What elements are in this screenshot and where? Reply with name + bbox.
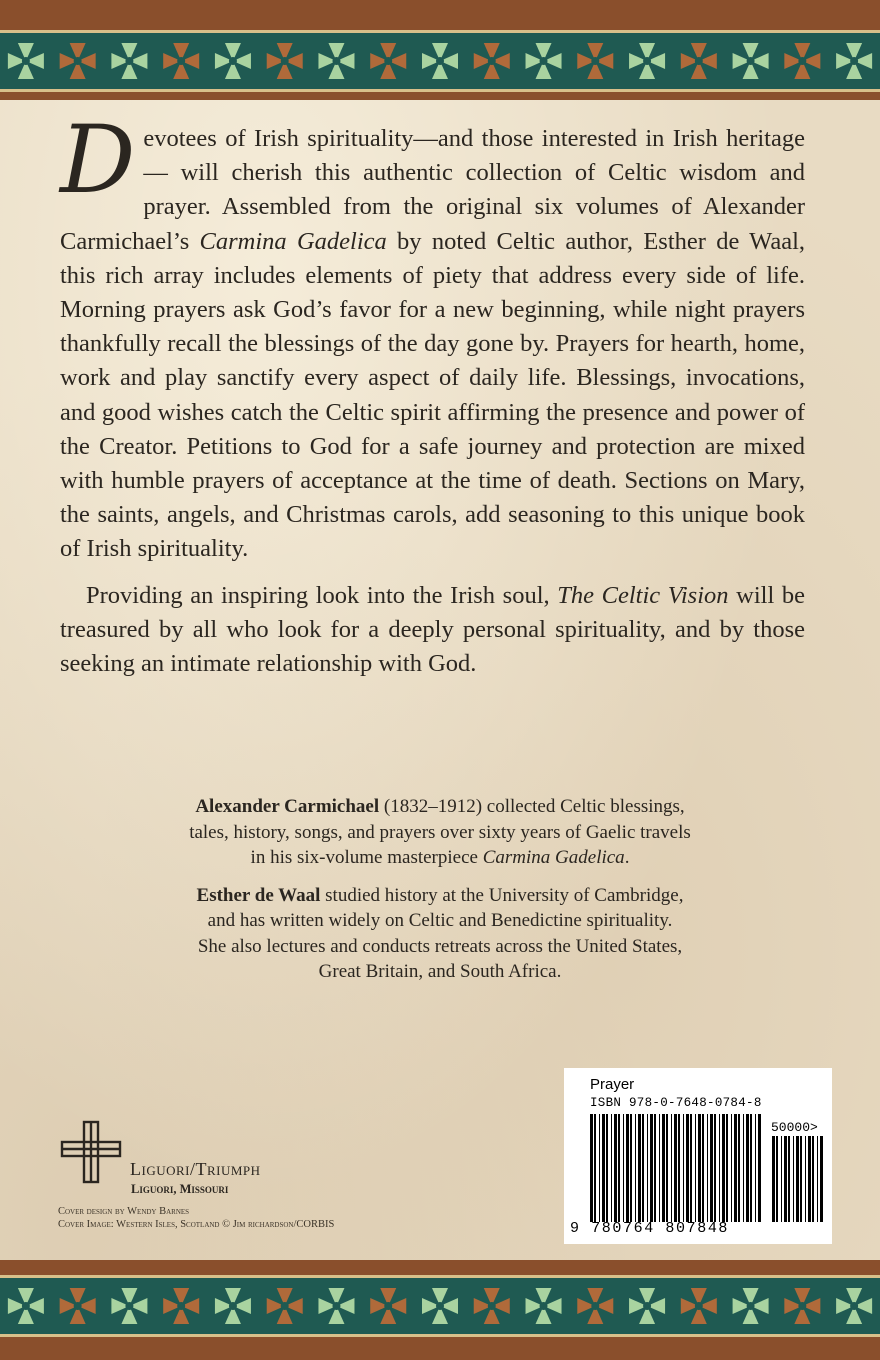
- description-paragraph-1: Devotees of Irish spirituality—and those interested in Irish heritage— will cherish this authentic collection of Celtic wisdom and prayer. Assembled from the original six volumes of Alexander Carmichael’s Carmina Gadelica by noted Celtic author, Esther de Waal, this rich array includes elements of piety that address every side of life. Morning prayers ask God’s favor for a new beginning, while night prayers thankfully recall the blessings of the day gone by. Prayers for hearth, home, work and play sanctify every aspect of daily life. Blessings, invocations, and good wishes catch the Celtic spirit affirming the presence and power of the Creator. Petitions to God for a safe journey and protection are mixed with humble prayers of acceptance at the time of death. Sections on Mary, the saints, angels, and Christmas carols, add seasoning to this unique book of Irish spirituality.: [60, 106, 805, 563]
- celtic-cross-icon: [733, 1288, 769, 1324]
- celtic-cross-icon: [267, 1288, 303, 1324]
- celtic-cross-icon: [318, 1288, 354, 1324]
- celtic-cross-icon: [526, 1288, 562, 1324]
- bottom-celtic-strip: [0, 1275, 880, 1337]
- description-paragraph-2: Providing an inspiring look into the Irish soul, The Celtic Vision will be treasured by all who look for a deeply personal spirituality, and by those seeking an intimate relationship with God.: [60, 581, 805, 678]
- dewaal-name: Esther de Waal: [196, 884, 321, 906]
- celtic-cross-icon: [163, 43, 199, 79]
- top-cross-row: [0, 33, 880, 89]
- celtic-cross-icon: [474, 1288, 510, 1324]
- bottom-border: [0, 1260, 880, 1360]
- celtic-cross-icon: [60, 43, 96, 79]
- celtic-cross-icon: [267, 43, 303, 79]
- celtic-cross-icon: [422, 43, 458, 79]
- barcode-isbn: ISBN 978-0-7648-0784-8: [590, 1096, 762, 1110]
- celtic-cross-icon: [370, 1288, 406, 1324]
- celtic-cross-icon: [629, 43, 665, 79]
- celtic-cross-icon: [8, 1288, 44, 1324]
- celtic-cross-icon: [8, 43, 44, 79]
- carmichael-bio: Alexander Carmichael (1832–1912) collected Celtic blessings, tales, history, songs, and prayers over sixty years of Gaelic travels in his six-volume masterpiece Carmina Gadelica.: [189, 796, 691, 868]
- celtic-vision-title: The Celtic Vision: [557, 581, 729, 609]
- celtic-cross-icon: [215, 1288, 251, 1324]
- celtic-cross-icon: [681, 43, 717, 79]
- isbn-barcode: [564, 1068, 832, 1244]
- cover-image-credit: Cover Image: Western Isles, Scotland © Jim richardson/CORBIS: [58, 1219, 335, 1230]
- barcode-bars: [590, 1114, 764, 1222]
- publisher-city: Liguori, Missouri: [131, 1182, 229, 1196]
- publisher-name: Liguori/Triumph: [130, 1159, 261, 1179]
- celtic-cross-icon: [577, 43, 613, 79]
- dewaal-bio: Esther de Waal studied history at the University of Cambridge, and has written widely on Celtic and Benedictine spirituality. She also lectures and conducts retreats across the United States, Great Britain, and South Africa.: [196, 884, 684, 982]
- celtic-cross-icon: [526, 43, 562, 79]
- barcode-category: Prayer: [590, 1076, 635, 1093]
- celtic-cross-icon: [215, 43, 251, 79]
- barcode-price-code: 50000>: [771, 1120, 818, 1135]
- book-description: [60, 106, 805, 693]
- celtic-cross-icon: [836, 43, 872, 79]
- cover-design-credit: Cover design by Wendy Barnes: [58, 1206, 190, 1217]
- author-bios: [110, 794, 770, 997]
- celtic-cross-icon: [111, 43, 147, 79]
- celtic-cross-icon: [318, 43, 354, 79]
- celtic-cross-icon: [629, 1288, 665, 1324]
- bottom-cross-row: [0, 1278, 880, 1334]
- celtic-cross-icon: [577, 1288, 613, 1324]
- top-celtic-strip: [0, 30, 880, 92]
- carmichael-name: Alexander Carmichael: [195, 796, 380, 817]
- celtic-cross-icon: [474, 43, 510, 79]
- celtic-cross-icon: [784, 43, 820, 79]
- celtic-cross-icon: [60, 1288, 96, 1324]
- barcode-digits: 9 780764 807848: [570, 1220, 730, 1237]
- celtic-cross-icon: [163, 1288, 199, 1324]
- carmina-gadelica-title: Carmina Gadelica: [199, 227, 387, 255]
- celtic-cross-icon: [784, 1288, 820, 1324]
- top-border: [0, 0, 880, 100]
- celtic-cross-icon: [370, 43, 406, 79]
- celtic-cross-icon: [733, 43, 769, 79]
- celtic-cross-icon: [836, 1288, 872, 1324]
- liguori-cross-icon: [58, 1112, 130, 1184]
- celtic-cross-icon: [111, 1288, 147, 1324]
- celtic-cross-icon: [422, 1288, 458, 1324]
- celtic-cross-icon: [681, 1288, 717, 1324]
- barcode-addon-bars: [772, 1136, 824, 1222]
- drop-cap: D: [60, 106, 136, 215]
